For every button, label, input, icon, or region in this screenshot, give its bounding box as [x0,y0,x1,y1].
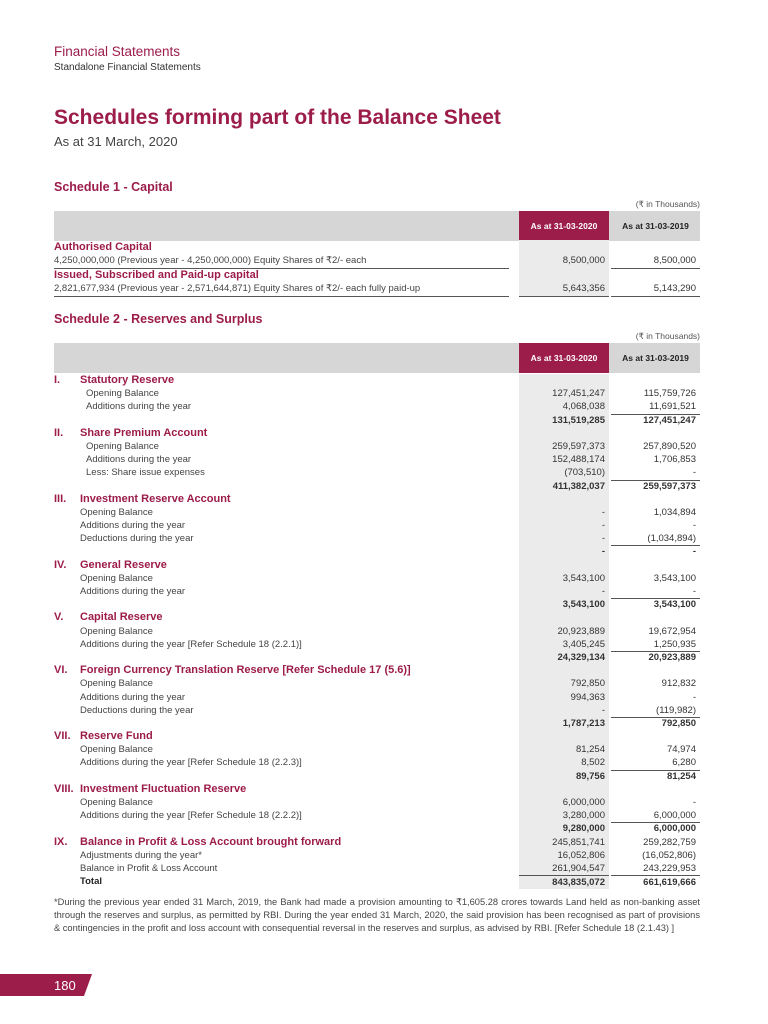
schedule2-table [54,374,700,888]
row-label: Additions during the year [86,401,192,413]
row-label [54,611,163,624]
value-2019: (119,982) [611,704,700,718]
value-2019: 8,500,000 [611,254,700,269]
value-2019 [611,730,700,743]
schedule1-table [54,240,700,296]
value-2019 [611,374,700,387]
value-2020 [519,611,609,624]
schedule2-header-band [54,343,700,373]
row-label: Additions during the year [80,586,186,597]
cell-fill [519,240,609,254]
section-heading: Investment Fluctuation Reserve [80,782,247,795]
value-2019: 19,672,954 [648,625,696,637]
value-2020: 8,502 [519,756,609,770]
table-row [54,743,700,756]
table-row [54,254,700,268]
schedule1-header-band [54,211,700,241]
value-2019 [611,664,700,677]
table-row [54,400,700,413]
value-2019: - [611,585,700,599]
value-2020 [519,374,609,387]
table-row [54,414,700,427]
value-2020: 152,488,174 [519,453,609,466]
table-row [54,493,700,506]
page-title: Schedules forming part of the Balance Sheet [54,106,501,129]
value-2019 [611,493,700,506]
table-row [54,387,700,400]
row-label: Issued, Subscribed and Paid-up capital [54,269,259,281]
row-label: Additions during the year [86,454,192,466]
table-row [54,717,700,730]
table-row [54,730,700,743]
schedule2-title: Schedule 2 - Reserves and Surplus [54,312,263,326]
section-heading: Capital Reserve [80,611,163,624]
value-2020 [519,427,609,440]
value-2020: - [519,704,609,718]
value-2020: 843,835,072 [519,875,609,889]
row-label: Additions during the year [Refer Schedule 18 (2.2.1)] [80,638,302,650]
value-2020: 994,363 [519,691,609,704]
value-2019: 1,706,853 [653,454,696,466]
row-label [54,374,174,387]
value-2020: - [519,519,609,532]
value-2020: 261,904,547 [519,862,609,875]
value-2020: 3,405,245 [519,638,609,652]
value-2019 [611,559,700,572]
table-row [54,704,700,717]
value-2019: 1,250,935 [611,638,700,652]
value-2020 [519,493,609,506]
roman-numeral: VIII. [54,782,74,795]
table-row [54,453,700,466]
schedule2-col2-header: As at 31-03-2019 [622,353,689,363]
table-row [54,282,700,296]
page-number: 180 [54,978,76,993]
section-heading: Balance in Profit & Loss Account brought forward [80,835,342,848]
row-label: Additions during the year [Refer Schedule 18 (2.2.3)] [80,757,302,769]
row-label [54,427,207,440]
row-label [54,664,411,677]
value-2019: 6,000,000 [611,809,700,823]
value-2019: (1,034,894) [611,532,700,546]
table-row [54,466,700,479]
value-2020: 89,756 [519,770,609,783]
roman-numeral: IX. [54,835,68,848]
schedule1-unit: (₹ in Thousands) [635,199,700,209]
table-row [54,796,700,809]
row-label [54,559,167,572]
table-row [54,677,700,690]
page-badge-shape [0,974,92,996]
value-2019 [611,611,700,624]
value-2019: 81,254 [666,770,696,782]
value-2020: 3,543,100 [519,598,609,611]
table-row [54,756,700,769]
row-label [54,836,341,849]
value-2019 [611,427,700,440]
table-row [54,849,700,862]
table-row [54,836,700,849]
table-row [54,625,700,638]
page-date: As at 31 March, 2020 [54,134,178,149]
value-2020: 16,052,806 [519,849,609,862]
row-label [54,730,153,743]
table-row [54,862,700,875]
table-row [54,240,700,254]
page-number-badge [0,974,92,996]
row-label: 4,250,000,000 (Previous year - 4,250,000,000) Equity Shares of ₹2/- each [54,254,509,269]
value-2019: 6,280 [611,756,700,770]
value-2019: 3,543,100 [653,599,696,611]
table-row [54,770,700,783]
table-row [54,585,700,598]
section-heading: Investment Reserve Account [80,492,231,505]
schedule1-col2-header: As at 31-03-2019 [622,221,689,231]
value-2020 [519,730,609,743]
row-label: Opening Balance [80,572,153,584]
section-heading: Foreign Currency Translation Reserve [Refer Schedule 17 (5.6)] [80,664,411,677]
value-2020: - [519,585,609,599]
table-row [54,809,700,822]
value-2020: 81,254 [519,743,609,756]
value-2019: 243,229,953 [643,862,696,874]
roman-numeral: II. [54,426,64,439]
value-2019: 1,034,894 [653,506,696,518]
roman-numeral: VI. [54,664,68,677]
value-2020: 411,382,037 [519,480,609,493]
roman-numeral: IV. [54,558,67,571]
cell-fill [519,268,609,282]
value-2020 [519,664,609,677]
table-row [54,598,700,611]
value-2020: 245,851,741 [519,836,609,849]
row-label: Opening Balance [80,744,153,756]
value-2019: 6,000,000 [653,823,696,835]
schedule1-col1-header: As at 31-03-2020 [519,211,609,241]
value-2020: 3,543,100 [519,572,609,585]
row-label: Less: Share issue expenses [86,467,205,479]
footnote: *During the previous year ended 31 March, 2019, the Bank had made a provision amounting to ₹1,605.28 crores towards Land held as non-banking asset through the reserves and surplus, as permitted by RBI. During the year ended 31 March, 2020, the said provision has been recognised as part of provisions & contingencies in the profit and loss account with consequential reversal in the reserves and surplus, as advised by RBI. [Refer Schedule 18 (2.1.43) ] [54,897,700,934]
table-row [54,822,700,835]
value-2019: 11,691,521 [611,400,700,414]
value-2020: 4,068,038 [519,400,609,414]
schedule2-unit: (₹ in Thousands) [635,331,700,341]
table-row [54,651,700,664]
table-row [54,374,700,387]
row-label: Opening Balance [80,678,153,690]
row-label: 2,821,677,934 (Previous year - 2,571,644,871) Equity Shares of ₹2/- each fully paid-up [54,282,509,297]
value-2020: 20,923,889 [519,625,609,638]
roman-numeral: III. [54,492,67,505]
value-2020: 8,500,000 [519,254,609,269]
table-row [54,691,700,704]
table-row [54,664,700,677]
table-row [54,572,700,585]
value-2020: 3,280,000 [519,809,609,823]
value-2019: 5,143,290 [611,282,700,297]
section-heading: Reserve Fund [80,730,153,743]
value-2019: 127,451,247 [643,414,696,426]
value-2020: 131,519,285 [519,414,609,427]
value-2019: 115,759,726 [643,388,696,400]
value-2019: - [692,520,696,532]
row-label: Opening Balance [80,625,153,637]
header-subtitle: Standalone Financial Statements [54,62,201,73]
schedule1-title: Schedule 1 - Capital [54,180,173,194]
table-row [54,519,700,532]
row-label: Opening Balance [86,440,159,452]
row-label: Authorised Capital [54,241,152,253]
section-heading: Share Premium Account [80,426,208,439]
table-row [54,783,700,796]
row-label: Balance in Profit & Loss Account [80,862,218,874]
section-heading: General Reserve [80,558,167,571]
value-2020: - [519,545,609,558]
value-2019: - [692,797,696,808]
value-2019: 661,619,666 [611,875,700,889]
value-2020: (703,510) [519,466,609,480]
row-label: Deductions during the year [80,704,194,716]
header-title: Financial Statements [54,44,181,59]
section-heading: Statutory Reserve [80,374,175,386]
row-label: Adjustments during the year* [80,849,202,861]
value-2019: 74,974 [666,744,696,756]
row-label: Opening Balance [80,506,153,518]
roman-numeral: V. [54,611,64,624]
value-2020 [519,783,609,796]
value-2020: 6,000,000 [519,796,609,809]
row-label: Additions during the year [80,520,186,532]
row-label: Total [80,876,102,888]
value-2019: - [611,466,700,480]
row-label [54,493,231,506]
table-row [54,506,700,519]
value-2019: 792,850 [661,717,696,729]
value-2020: - [519,506,609,519]
table-row [54,427,700,440]
value-2019: 257,890,520 [643,440,696,452]
value-2020: 5,643,356 [519,282,609,297]
value-2020: 1,787,213 [519,717,609,730]
row-label: Additions during the year [Refer Schedule 18 (2.2.2)] [80,810,302,822]
table-row [54,545,700,558]
row-label: Additions during the year [80,691,186,703]
value-2020: 24,329,134 [519,651,609,664]
value-2019: 259,597,373 [643,480,696,492]
value-2019: 3,543,100 [653,572,696,584]
value-2020: 127,451,247 [519,387,609,400]
value-2019: 912,832 [661,678,696,690]
value-2019: 20,923,889 [648,651,696,663]
table-row [54,638,700,651]
value-2020: - [519,532,609,546]
row-label: Opening Balance [86,388,159,400]
value-2019: - [692,546,696,558]
table-row [54,611,700,624]
row-label: Opening Balance [80,797,153,808]
value-2020: 792,850 [519,677,609,690]
table-row [54,875,700,888]
schedule2-col1-header: As at 31-03-2020 [519,343,609,373]
roman-numeral: I. [54,374,61,386]
table-row [54,440,700,453]
value-2019: 259,282,759 [643,836,696,848]
value-2019: (16,052,806) [642,849,696,861]
table-row [54,480,700,493]
value-2019 [611,783,700,796]
row-label: Deductions during the year [80,533,194,545]
row-label [54,783,246,796]
value-2020: 9,280,000 [519,822,609,835]
value-2019: - [692,691,696,703]
roman-numeral: VII. [54,730,71,743]
table-row [54,559,700,572]
value-2020: 259,597,373 [519,440,609,453]
table-row [54,532,700,545]
table-row [54,268,700,282]
value-2020 [519,559,609,572]
